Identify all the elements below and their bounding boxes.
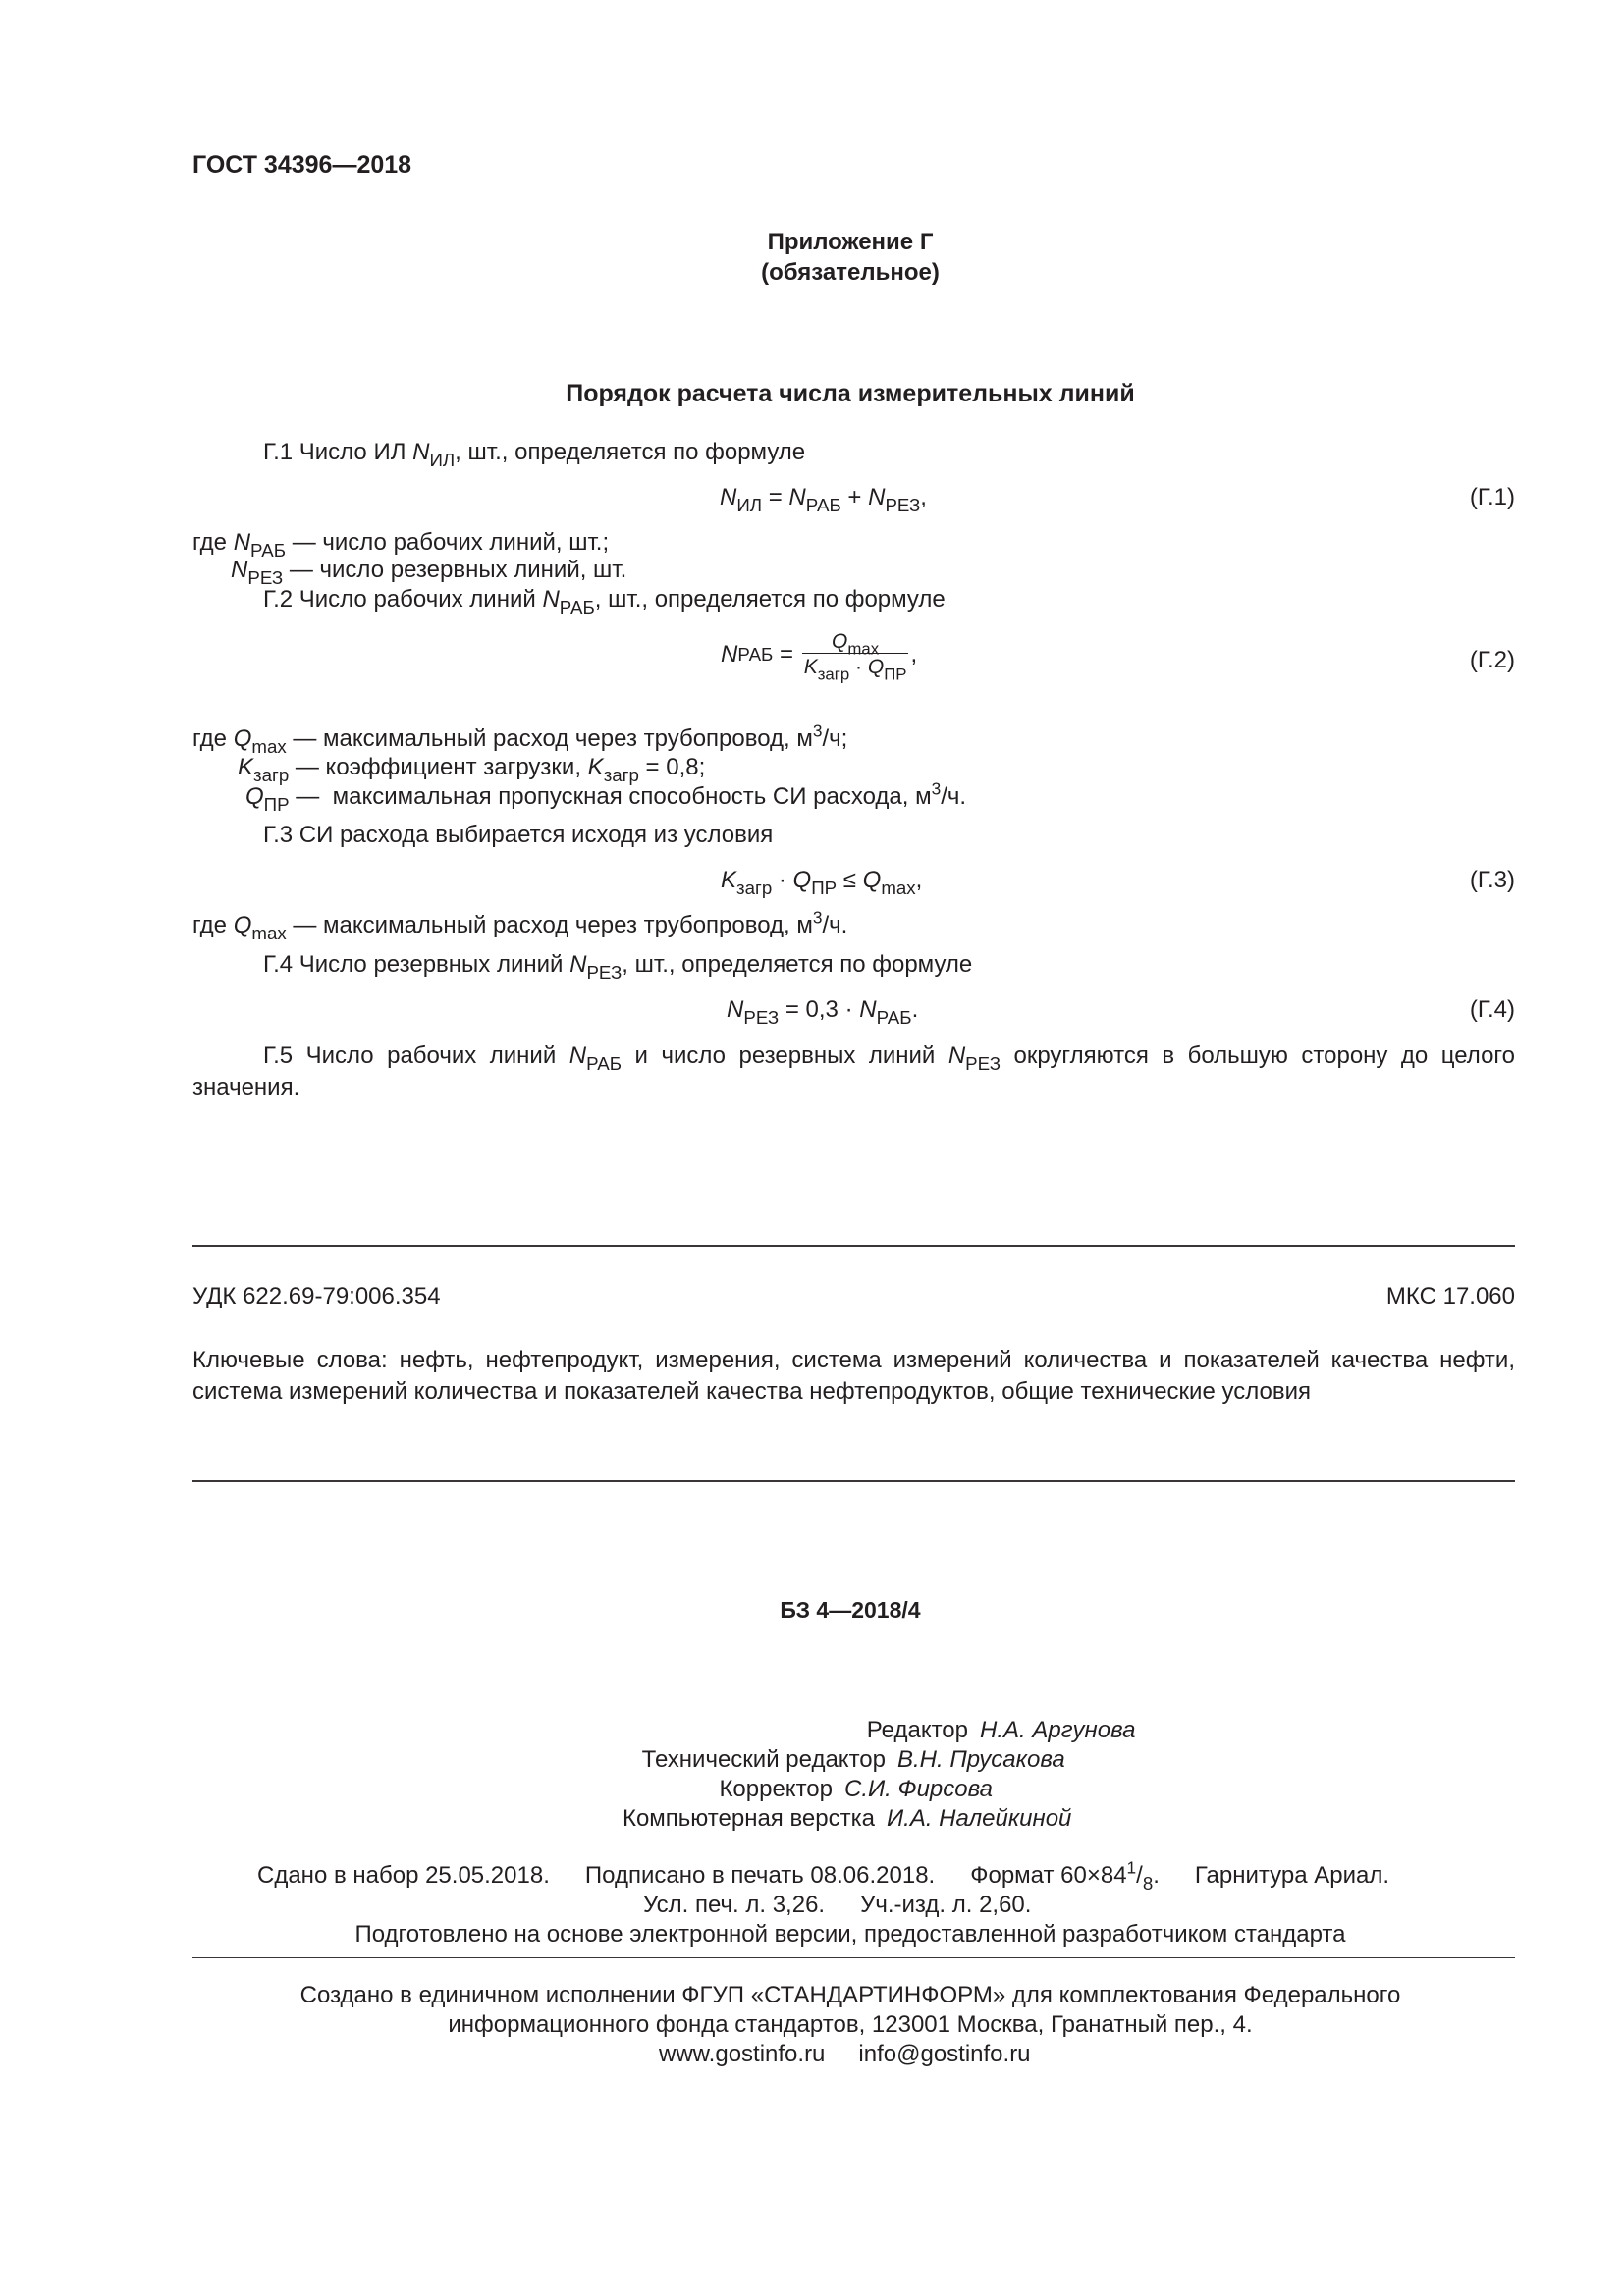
credit-name-corrector: С.И. Фирсова xyxy=(844,1776,993,1802)
footer-email-link[interactable]: info@gostinfo.ru xyxy=(858,2041,1031,2067)
credit-name-editor: Н.А. Аргунова xyxy=(980,1717,1136,1743)
credit-role-corrector: Корректор xyxy=(719,1776,833,1802)
section-g5-text: Г.5 Число рабочих линий $N_{РАБ}$ и число резервных линий $N_{РЕЗ}$ округляются в большую сторону до целого значения. xyxy=(192,1042,1515,1100)
appendix-status: (обязательное) xyxy=(761,259,940,286)
credit-role-editor: Редактор xyxy=(866,1717,968,1743)
formula-g4: $N_{РЕЗ} = 0,3 \cdot N_{РАБ}$. xyxy=(727,996,919,1029)
formula-g2: N РАБ = $\frac{Q_{max}}{K_{загр} \cdot Q_{ПР}}$ , xyxy=(721,630,918,684)
section-g4-text: Г.4 Число резервных линий $N_{РЕЗ}$, шт., определяется по формуле xyxy=(263,951,973,984)
appendix-title: Приложение Г xyxy=(767,229,934,255)
formula-g1: $N_{ИЛ} = N_{РАБ} + N_{РЕЗ}$, xyxy=(720,484,927,516)
divider-imprint xyxy=(192,1957,1515,1958)
imprint-prepared: Подготовлено на основе электронной версии, предоставленной разработчиком стандарта xyxy=(354,1921,1346,1948)
where-qmax-g3: где $Q_{max}$ — максимальный расход через трубопровод, $м^3/ч$. xyxy=(192,907,848,944)
formula-number-g1: (Г.1) xyxy=(1469,484,1515,510)
formula-g3: $K_{загр} \cdot Q_{ПР} \le Q_{max}$, xyxy=(721,867,923,899)
footer-line-1: Создано в единичном исполнении ФГУП «СТАНДАРТИНФОРМ» для комплектования Федерального xyxy=(299,1982,1401,2008)
section-g3-text: Г.3 СИ расхода выбирается исходя из условия xyxy=(263,822,774,848)
mks-code: МКС 17.060 xyxy=(1385,1283,1515,1309)
credit-role-layout: Компьютерная верстка xyxy=(622,1805,875,1832)
credit-role-tech-editor: Технический редактор xyxy=(641,1746,886,1773)
formula-number-g3: (Г.3) xyxy=(1469,867,1515,893)
where-nrez: $N_{РЕЗ}$ — число резервных линий, шт. xyxy=(231,557,627,589)
imprint-line-1: Сдано в набор 25.05.2018. Подписано в печать 08.06.2018. Формат $60\times 84^1/_8$. Гарнитура Ариал. xyxy=(257,1857,1390,1895)
formula-number-g4: (Г.4) xyxy=(1469,996,1515,1023)
where-nrab: где $N_{РАБ}$ — число рабочих линий, шт.; xyxy=(192,529,610,561)
formula-number-g2: (Г.2) xyxy=(1469,647,1515,673)
footer-website-link[interactable]: www.gostinfo.ru xyxy=(659,2041,826,2067)
credit-name-layout: И.А. Налейкиной xyxy=(887,1805,1072,1832)
formula-g2-fraction: $\frac{Q_{max}}{K_{загр} \cdot Q_{ПР}}$ xyxy=(803,630,907,684)
divider-top xyxy=(192,1245,1515,1247)
where-kzagr: $K_{загр}$ — коэффициент загрузки, $K_{загр} = 0,8$; xyxy=(238,754,706,786)
keywords: Ключевые слова: нефть, нефтепродукт, измерения, система измерений количества и показателей качества нефти, система измерений количества и показателей качества нефтепродуктов, общие технические условия xyxy=(192,1347,1515,1405)
where-qpr: $Q_{ПР}$ — максимальная пропускная способность СИ расхода, $м^3/ч$. xyxy=(245,778,967,816)
bz-number: БЗ 4—2018/4 xyxy=(780,1597,921,1623)
footer-line-2: информационного фонда стандартов, 123001 Москва, Гранатный пер., 4. xyxy=(448,2011,1253,2038)
imprint-line-2: Усл. печ. л. 3,26. Уч.-изд. л. 2,60. xyxy=(643,1892,1032,1918)
udk-code: УДК 622.69-79:006.354 xyxy=(192,1283,441,1309)
footer-contacts xyxy=(659,2040,1031,2069)
section-g1-text: Г.1 Число ИЛ $N_{ИЛ}$, шт., определяется по формуле xyxy=(263,439,806,471)
where-qmax: где $Q_{max}$ — максимальный расход через трубопровод, $м^3/ч$; xyxy=(192,721,848,758)
appendix-heading: Порядок расчета числа измерительных линий xyxy=(566,380,1135,407)
divider-bottom xyxy=(192,1480,1515,1482)
standard-id: ГОСТ 34396—2018 xyxy=(192,151,412,179)
credit-name-tech-editor: В.Н. Прусакова xyxy=(897,1746,1065,1773)
section-g2-text: Г.2 Число рабочих линий $N_{РАБ}$, шт., определяется по формуле xyxy=(263,586,946,618)
